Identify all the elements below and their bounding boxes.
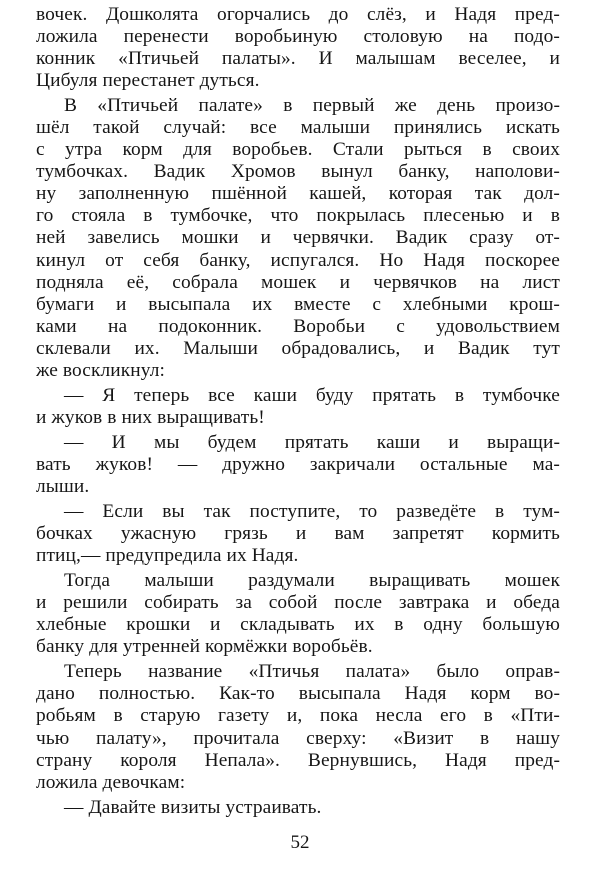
paragraph [36, 95, 560, 382]
text-line: Теперь название «Птичья палата» было оправ- [64, 661, 560, 683]
text-line: вочек. Дошколята огорчались до слёз, и Надя пред- [36, 4, 560, 25]
text-line: птиц,— предупредила их Надя. [36, 545, 299, 567]
text-line: шёл такой случай: все малыши принялись искать [36, 117, 560, 139]
text-line: и жуков в них выращивать! [36, 406, 265, 428]
text-line: Тогда малыши раздумали выращивать мошек [64, 570, 560, 592]
text-line: ками на подоконник. Воробьи с удовольствием [36, 315, 560, 337]
text-line: лыши. [36, 475, 90, 497]
text-line: и решили собирать за собой после завтрака и обеда [36, 592, 560, 614]
text-line: склевали их. Малыши обрадовались, и Вадик тут [36, 337, 560, 359]
page-number: 52 [290, 832, 310, 853]
text-line: чью палату», прочитала сверху: «Визит в нашу [36, 727, 560, 749]
text-line: хлебные крошки и складывать их в одну большую [36, 614, 560, 636]
text-line: бочках ужасную грязь и вам запретят кормить [36, 523, 560, 545]
paragraph [36, 661, 560, 793]
paragraph [36, 570, 560, 658]
text-line: банку для утренней кормёжки воробьёв. [36, 636, 373, 658]
text-line: вать жуков! — дружно закричали остальные ма- [36, 453, 560, 475]
text-line: робьям в старую газету и, пока несла его в «Пти- [36, 705, 560, 727]
text-line: — Если вы так поступите, то разведёте в тум- [64, 501, 560, 523]
paragraph [36, 501, 560, 567]
book-page [36, 4, 560, 864]
paragraph [36, 385, 560, 429]
text-line: тумбочках. Вадик Хромов вынул банку, наполови- [36, 161, 560, 183]
text-line: подняла её, собрала мошек и червячков на лист [36, 271, 560, 293]
paragraph [36, 432, 560, 498]
text-line: с утра корм для воробьев. Стали рыться в своих [36, 139, 560, 161]
page-text [36, 4, 560, 819]
text-line: — Я теперь все каши буду прятать в тумбочке [64, 384, 560, 406]
text-line: страну короля Непала». Вернувшись, Надя пред- [36, 749, 560, 771]
paragraph [36, 797, 560, 819]
text-line: бумаги и высыпала их вместе с хлебными крош- [36, 293, 560, 315]
text-line: кинул от себя банку, испугался. Но Надя поскорее [36, 249, 560, 271]
paragraph [36, 4, 560, 92]
text-line: же воскликнул: [36, 359, 165, 381]
text-line: В «Птичьей палате» в первый же день произо- [64, 95, 560, 117]
text-line: го стояла в тумбочке, что покрылась плесенью и в [36, 205, 560, 227]
text-line: ложила перенести воробьиную столовую на подо- [36, 26, 560, 48]
text-line: — И мы будем прятать каши и выращи- [64, 431, 560, 453]
text-line: Цибуля перестанет дуться. [36, 70, 260, 92]
text-line: — Давайте визиты устраивать. [64, 796, 322, 818]
text-line: ну заполненную пшённой кашей, которая так дол- [36, 183, 560, 205]
text-line: ложила девочкам: [36, 771, 186, 793]
text-line: конник «Птичьей палаты». И малышам веселее, и [36, 48, 560, 70]
text-line: ней завелись мошки и червячки. Вадик сразу от- [36, 227, 560, 249]
text-line: дано полностью. Как-то высыпала Надя корм во- [36, 683, 560, 705]
